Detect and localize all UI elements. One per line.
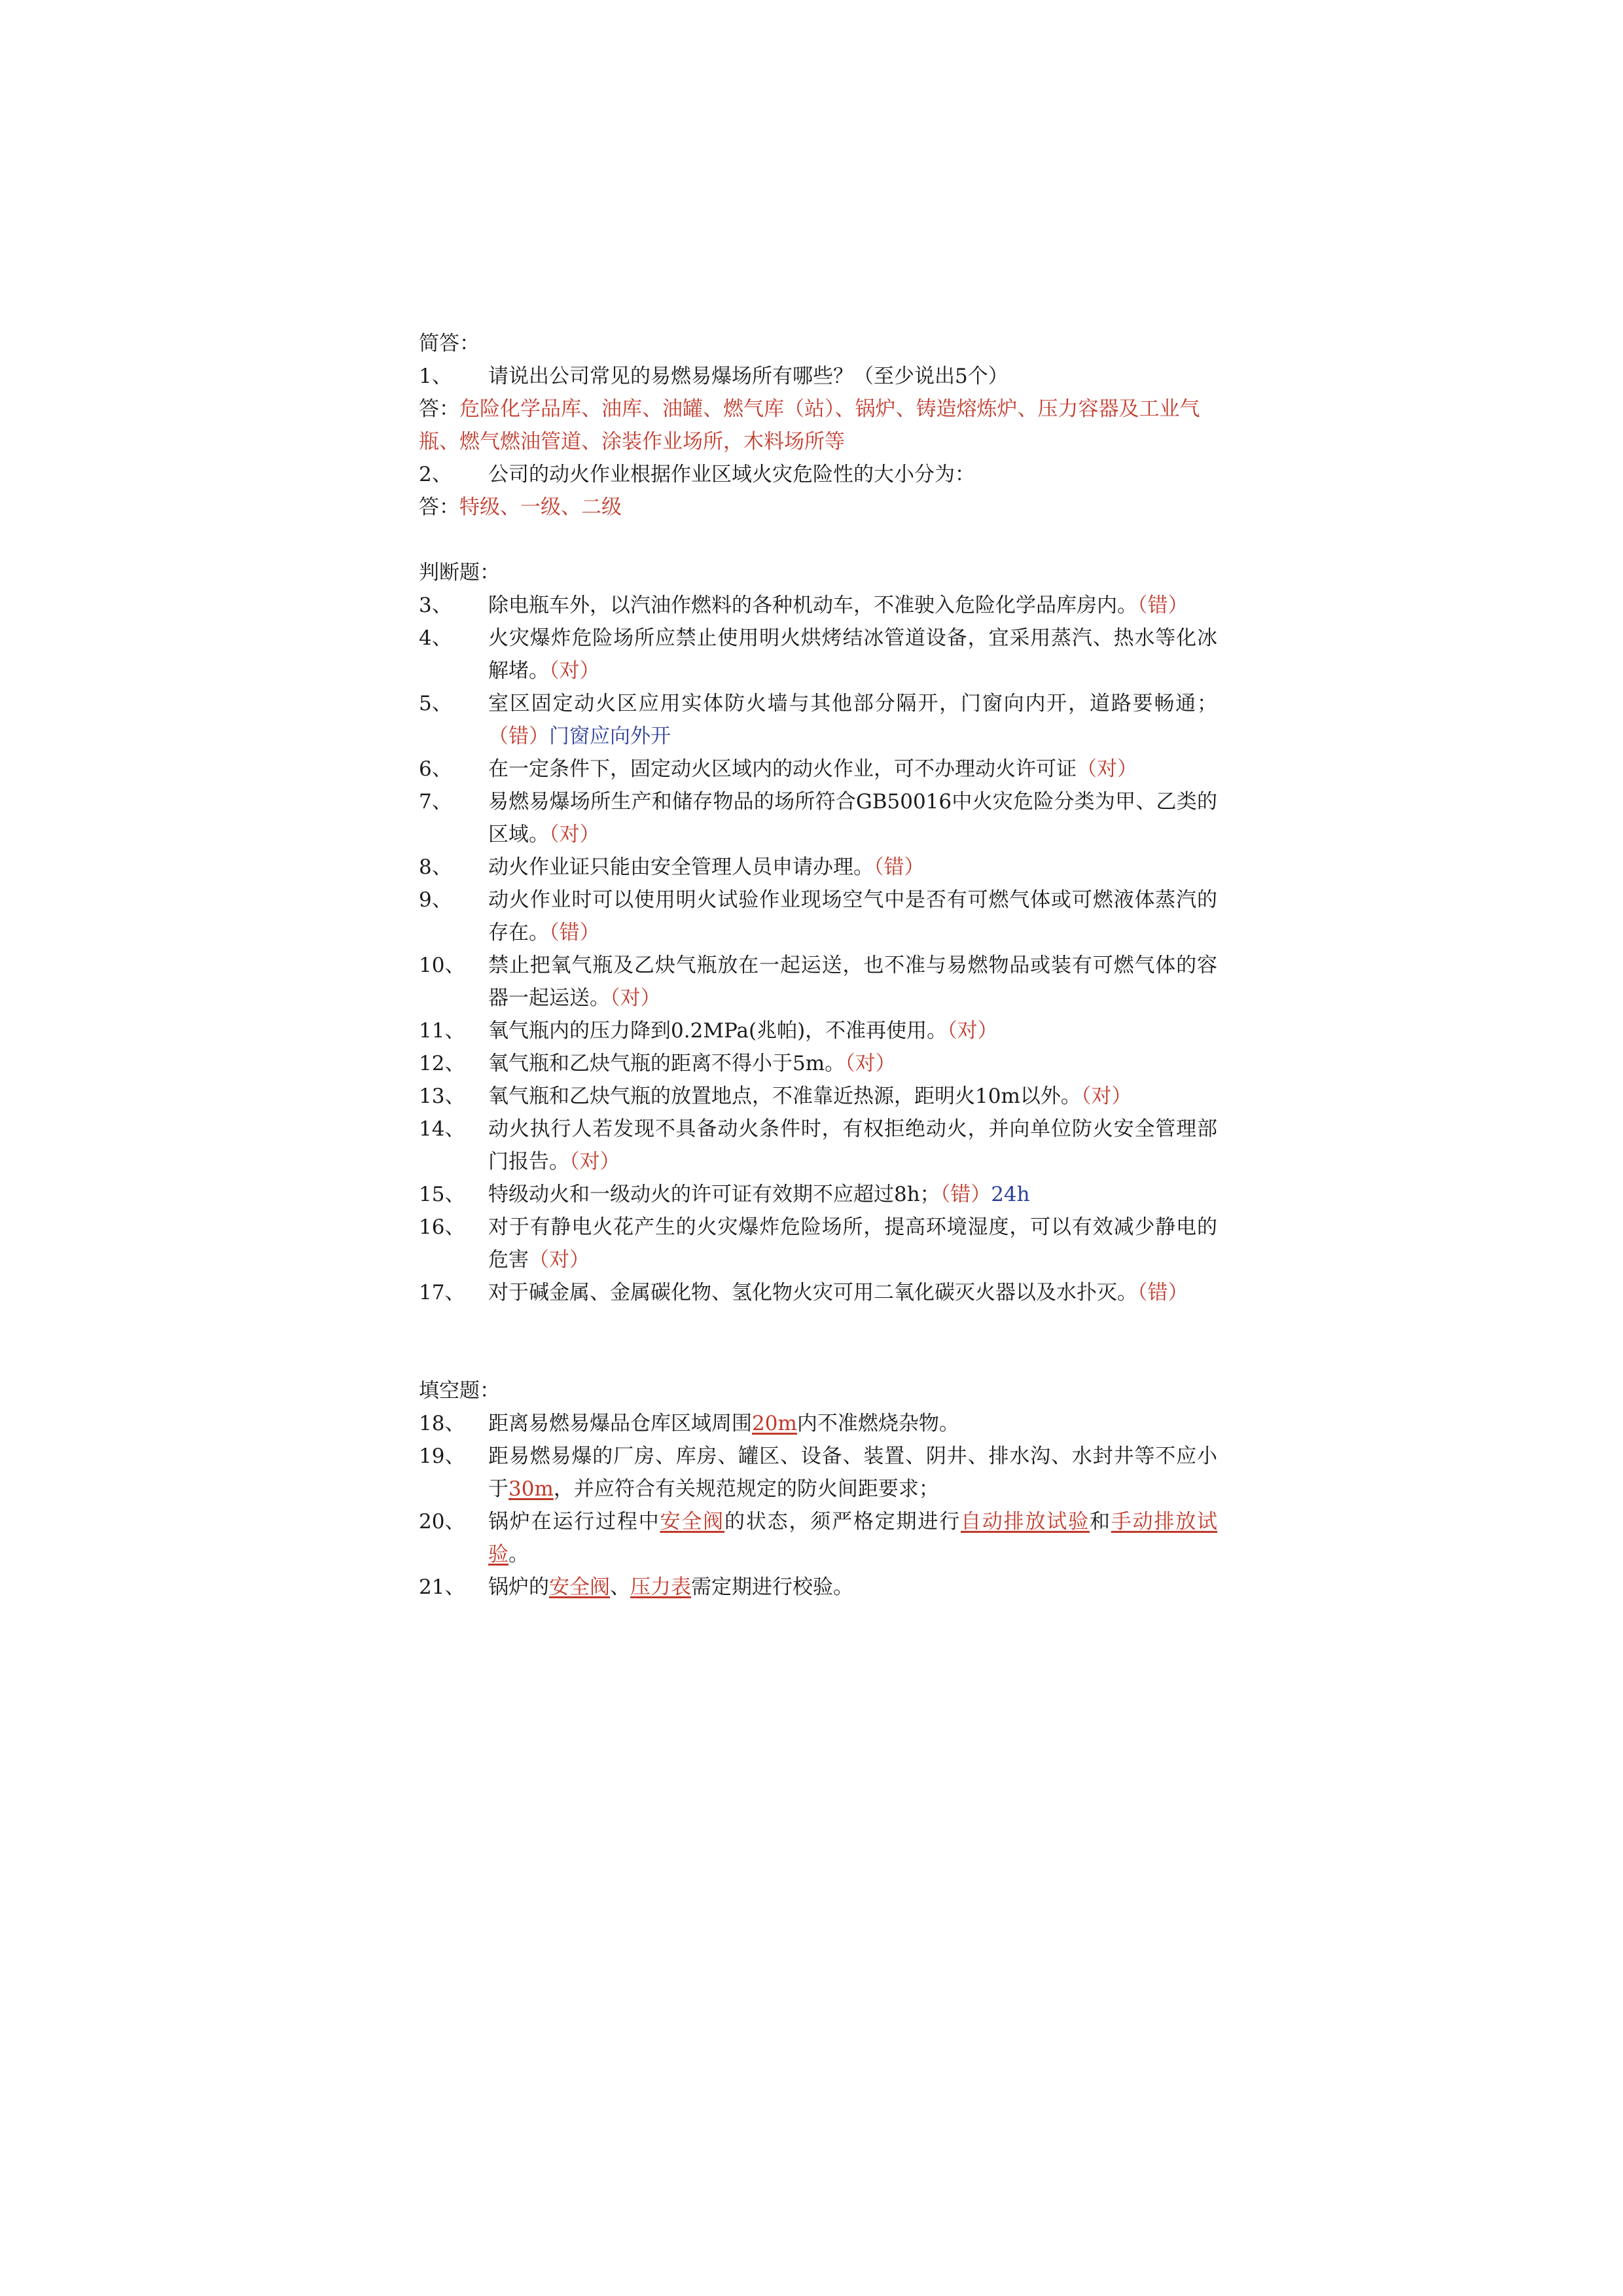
text-segment: 内不准燃烧杂物。 (796, 1412, 959, 1435)
question-text: 氧气瓶和乙炔气瓶的距离不得小于5m。 (488, 1052, 846, 1075)
text-segment: 距离易燃易爆品仓库区域周围 (488, 1412, 752, 1435)
question-number: 6、 (419, 757, 452, 781)
text-segment: 和 (1089, 1510, 1111, 1534)
question-text: 除电瓶车外，以汽油作燃料的各种机动车，不准驶入危险化学品库房内。 (488, 594, 1137, 617)
question-number: 9、 (419, 888, 452, 912)
question-text: 火灾爆炸危险场所应禁止使用明火烘烤结冰管道设备，宜采用蒸汽、热水等化冰解堵。 (488, 626, 1217, 683)
question-number: 7、 (419, 790, 452, 814)
question-text: 室区固定动火区应用实体防火墙与其他部分隔开，门窗向内开，道路要畅通； (488, 692, 1217, 715)
answer-mark: （对） (549, 823, 600, 846)
question-text-wrapper (488, 851, 1217, 884)
answer-mark: （错） (874, 855, 925, 879)
true-false-item (419, 1047, 1217, 1080)
text-segment: 需定期进行校验。 (691, 1575, 853, 1599)
question-text-wrapper (488, 589, 1217, 622)
question-number: 12、 (419, 1052, 465, 1075)
answer-1 (419, 393, 1217, 458)
blank-answer: 压力表 (630, 1575, 691, 1599)
true-false-item (419, 753, 1217, 785)
question-text-wrapper (488, 1014, 1217, 1047)
answer-mark: （对） (845, 1052, 896, 1075)
question-text: 禁止把氧气瓶及乙炔气瓶放在一起运送，也不准与易燃物品或装有可燃气体的容器一起运送。 (488, 954, 1217, 1010)
question-text: 公司的动火作业根据作业区域火灾危险性的大小分为： (488, 463, 975, 486)
true-false-item (419, 785, 1217, 851)
question-number: 5、 (419, 692, 452, 715)
question-number: 14、 (419, 1117, 465, 1141)
section-spacer (419, 1309, 1217, 1374)
question-text (488, 1440, 1217, 1505)
question-number: 21、 (419, 1575, 465, 1599)
question-text-wrapper (488, 1047, 1217, 1080)
true-false-item (419, 1178, 1217, 1211)
question-number: 15、 (419, 1183, 465, 1206)
true-false-item (419, 1211, 1217, 1276)
true-false-item (419, 1276, 1217, 1309)
question-text (488, 1407, 1217, 1440)
text-segment: 的状态，须严格定期进行 (724, 1510, 961, 1534)
question-text: 动火作业证只能由安全管理人员申请办理。 (488, 855, 874, 879)
question-text-wrapper (488, 622, 1217, 687)
text-segment: 锅炉在运行过程中 (488, 1510, 660, 1534)
text-segment: 。 (508, 1543, 529, 1566)
question-19 (419, 1440, 1217, 1505)
question-text-wrapper (488, 1080, 1217, 1113)
blank-answer: 安全阀 (549, 1575, 610, 1599)
question-number: 3、 (419, 594, 452, 617)
answer-mark: （对） (947, 1019, 998, 1043)
fill-blank-heading: 填空题： (419, 1379, 500, 1403)
question-text: 对于碱金属、金属碳化物、氢化物火灾可用二氧化碳灭火器以及水扑灭。 (488, 1281, 1137, 1304)
question-text-wrapper (488, 884, 1217, 949)
answer-mark: （对） (610, 986, 661, 1010)
true-false-item (419, 884, 1217, 949)
question-text-wrapper (488, 687, 1217, 753)
question-number: 10、 (419, 954, 465, 977)
answer-mark: （对） (1080, 1085, 1132, 1108)
question-21 (419, 1571, 1217, 1604)
question-text-wrapper (488, 1211, 1217, 1276)
question-text: 动火执行人若发现不具备动火条件时，有权拒绝动火，并向单位防火安全管理部门报告。 (488, 1117, 1217, 1174)
question-text-wrapper (488, 1178, 1217, 1211)
true-false-item (419, 589, 1217, 622)
answer-note: 24h (991, 1183, 1030, 1206)
question-number: 2、 (419, 463, 452, 486)
question-text: 在一定条件下，固定动火区域内的动火作业，可不办理动火许可证 (488, 757, 1077, 781)
true-false-item (419, 687, 1217, 753)
question-number: 19、 (419, 1444, 465, 1468)
true-false-item (419, 622, 1217, 687)
question-text: 动火作业时可以使用明火试验作业现场空气中是否有可燃气体或可燃液体蒸汽的存在。 (488, 888, 1217, 944)
question-20 (419, 1505, 1217, 1571)
short-answer-heading: 简答： (419, 332, 480, 355)
section-spacer (419, 524, 1217, 556)
blank-answer: 安全阀 (660, 1510, 725, 1534)
question-number: 4、 (419, 626, 452, 650)
question-number: 16、 (419, 1215, 465, 1239)
question-2 (419, 458, 1217, 491)
question-18 (419, 1407, 1217, 1440)
text-segment: ，并应符合有关规范规定的防火间距要求； (553, 1477, 939, 1501)
answer-mark: （错） (488, 725, 549, 748)
answer-text: 特级、一级、二级 (459, 495, 622, 519)
answer-mark: （对） (549, 659, 600, 683)
text-segment: 锅炉的 (488, 1575, 549, 1599)
answer-text: 危险化学品库、油库、油罐、燃气库（站）、锅炉、铸造熔炼炉、压力容器及工业气瓶、燃气燃油管道、涂装作业场所，木料场所等 (419, 397, 1200, 454)
blank-answer: 自动排放试验 (961, 1510, 1090, 1534)
question-1 (419, 360, 1217, 393)
question-text-wrapper (488, 1276, 1217, 1309)
question-text: 氧气瓶和乙炔气瓶的放置地点，不准靠近热源，距明火10m以外。 (488, 1085, 1081, 1108)
text-segment: 距易燃易爆的厂房、库房、罐区、设备、装置、阴井、排水沟、水封井等不应小于 (488, 1444, 1217, 1501)
answer-mark: （对） (529, 1248, 590, 1272)
question-text: 氧气瓶内的压力降到0.2MPa(兆帕)，不准再使用。 (488, 1019, 948, 1043)
answer-mark: （错） (940, 1183, 991, 1206)
true-false-item (419, 1014, 1217, 1047)
answer-mark: （对） (569, 1150, 620, 1174)
true-false-item (419, 949, 1217, 1014)
question-text: 请说出公司常见的易燃易爆场所有哪些？（至少说出5个） (488, 365, 1008, 388)
question-number: 18、 (419, 1412, 465, 1435)
question-text: 对于有静电火花产生的火灾爆炸危险场所，提高环境湿度，可以有效减少静电的危害 (488, 1215, 1217, 1272)
question-number: 20、 (419, 1510, 465, 1534)
question-number: 17、 (419, 1281, 465, 1304)
answer-mark: （错） (1137, 1281, 1188, 1304)
true-false-heading: 判断题： (419, 561, 500, 584)
answer-mark: （错） (549, 921, 600, 944)
answer-note: 门窗应向外开 (549, 725, 671, 748)
question-text-wrapper (488, 785, 1217, 851)
blank-answer: 30m (508, 1477, 554, 1501)
question-number: 11、 (419, 1019, 465, 1043)
answer-mark: （错） (1137, 594, 1188, 617)
true-false-item (419, 851, 1217, 884)
question-number: 13、 (419, 1085, 465, 1108)
true-false-list (419, 589, 1217, 1309)
blank-answer: 20m (752, 1412, 797, 1435)
question-text (488, 1571, 1217, 1604)
question-text: 易燃易爆场所生产和储存物品的场所符合GB50016中火灾危险分类为甲、乙类的区域。 (488, 790, 1217, 846)
answer-mark: （对） (1077, 757, 1137, 781)
question-number: 1、 (419, 365, 452, 388)
question-number: 8、 (419, 855, 452, 879)
question-text-wrapper (488, 1113, 1217, 1178)
answer-2 (419, 491, 1217, 524)
question-text: 特级动火和一级动火的许可证有效期不应超过8h； (488, 1183, 940, 1206)
answer-prefix: 答： (419, 397, 459, 421)
true-false-item (419, 1113, 1217, 1178)
question-text-wrapper (488, 753, 1217, 785)
blank-answer: 手动排放试验 (488, 1510, 1218, 1566)
question-text-wrapper (488, 949, 1217, 1014)
question-text (488, 1505, 1217, 1571)
text-segment: 、 (610, 1575, 630, 1599)
exam-content (419, 327, 1217, 1604)
true-false-item (419, 1080, 1217, 1113)
answer-prefix: 答： (419, 495, 459, 519)
